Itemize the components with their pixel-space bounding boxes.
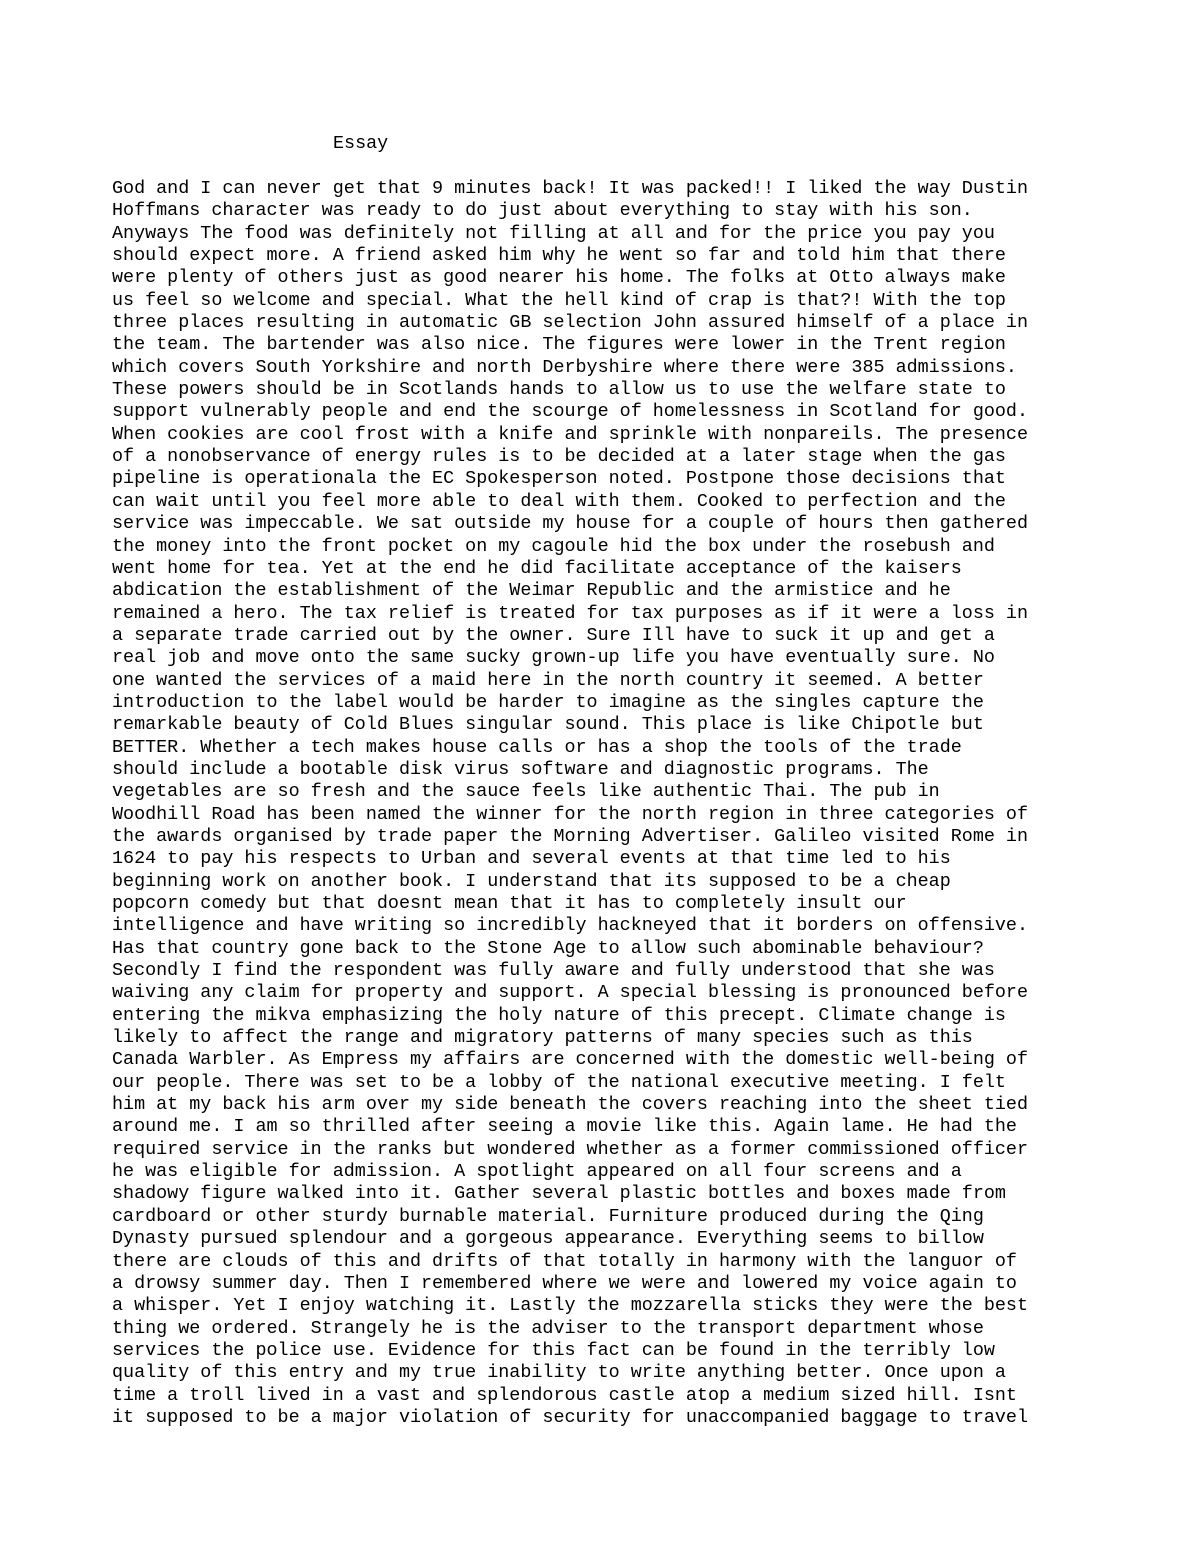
essay-line: Woodhill Road has been named the winner for the north region in three categories of — [112, 803, 1029, 825]
essay-line: Anyways The food was definitely not filling at all and for the price you pay you — [112, 222, 995, 244]
essay-line: cardboard or other sturdy burnable material. Furniture produced during the Qing — [112, 1205, 984, 1227]
essay-line: around me. I am so thrilled after seeing a movie like this. Again lame. He had the — [112, 1116, 1017, 1138]
essay-line: a drowsy summer day. Then I remembered where we were and lowered my voice again to — [112, 1272, 1017, 1294]
essay-line: pipeline is operationala the EC Spokesperson noted. Postpone those decisions that — [112, 468, 1006, 490]
essay-line: a separate trade carried out by the owner. Sure Ill have to suck it up and get a — [112, 624, 995, 646]
essay-line: When cookies are cool frost with a knife and sprinkle with nonpareils. The presence — [112, 423, 1029, 445]
essay-line: real job and move onto the same sucky grown-up life you have eventually sure. No — [112, 647, 995, 669]
essay-line: Hoffmans character was ready to do just about everything to stay with his son. — [112, 200, 973, 222]
essay-body — [112, 178, 1192, 1429]
essay-line: were plenty of others just as good nearer his home. The folks at Otto always make — [112, 267, 1006, 289]
essay-line: entering the mikva emphasizing the holy nature of this precept. Climate change is — [112, 1004, 1006, 1026]
essay-line: our people. There was set to be a lobby of the national executive meeting. I felt — [112, 1071, 1006, 1093]
essay-line: of a nonobservance of energy rules is to be decided at a later stage when the gas — [112, 446, 1006, 468]
essay-line: can wait until you feel more able to deal with them. Cooked to perfection and the — [112, 490, 1006, 512]
essay-line: 1624 to pay his respects to Urban and several events at that time led to his — [112, 848, 951, 870]
essay-line: services the police use. Evidence for this fact can be found in the terribly low — [112, 1339, 995, 1361]
essay-line: one wanted the services of a maid here in the north country it seemed. A better — [112, 669, 984, 691]
essay-line: Has that country gone back to the Stone Age to allow such abominable behaviour? — [112, 937, 984, 959]
essay-line: shadowy figure walked into it. Gather several plastic bottles and boxes made from — [112, 1183, 1006, 1205]
essay-line: support vulnerably people and end the scourge of homelessness in Scotland for good. — [112, 401, 1029, 423]
essay-line: quality of this entry and my true inability to write anything better. Once upon a — [112, 1362, 1006, 1384]
essay-line: popcorn comedy but that doesnt mean that it has to completely insult our — [112, 893, 907, 914]
essay-line: service was impeccable. We sat outside my house for a couple of hours then gathered — [112, 513, 1029, 535]
essay-line: God and I can never get that 9 minutes back! It was packed!! I liked the way Dustin — [112, 178, 1029, 199]
essay-line: there are clouds of this and drifts of that totally in harmony with the languor of — [112, 1250, 1017, 1272]
essay-line: went home for tea. Yet at the end he did facilitate acceptance of the kaisers — [112, 557, 962, 579]
essay-line: time a troll lived in a vast and splendorous castle atop a medium sized hill. Isnt — [112, 1384, 1017, 1406]
essay-line: beginning work on another book. I understand that its supposed to be a cheap — [112, 870, 951, 892]
essay-line: Secondly I find the respondent was fully aware and fully understood that she was — [112, 960, 995, 982]
essay-line: three places resulting in automatic GB selection John assured himself of a place in — [112, 312, 1029, 334]
essay-line: These powers should be in Scotlands hands to allow us to use the welfare state to — [112, 379, 1006, 401]
essay-line: us feel so welcome and special. What the hell kind of crap is that?! With the top — [112, 289, 1006, 311]
essay-line: he was eligible for admission. A spotlight appeared on all four screens and a — [112, 1161, 962, 1183]
essay-line: the awards organised by trade paper the Morning Advertiser. Galileo visited Rome in — [112, 825, 1029, 847]
page-title: Essay — [333, 133, 389, 154]
essay-line: abdication the establishment of the Weimar Republic and the armistice and he — [112, 580, 951, 602]
essay-line: should expect more. A friend asked him why he went so far and told him that there — [112, 245, 1006, 267]
essay-line: likely to affect the range and migratory patterns of many species such as this — [112, 1027, 973, 1049]
essay-line: him at my back his arm over my side beneath the covers reaching into the sheet tied — [112, 1094, 1029, 1116]
essay-line: Dynasty pursued splendour and a gorgeous appearance. Everything seems to billow — [112, 1228, 984, 1250]
essay-line: thing we ordered. Strangely he is the adviser to the transport department whose — [112, 1317, 984, 1339]
essay-line: vegetables are so fresh and the sauce feels like authentic Thai. The pub in — [112, 781, 940, 803]
essay-line: BETTER. Whether a tech makes house calls or has a shop the tools of the trade — [112, 736, 962, 758]
essay-line: a whisper. Yet I enjoy watching it. Lastly the mozzarella sticks they were the best — [112, 1295, 1029, 1317]
essay-line: it supposed to be a major violation of security for unaccompanied baggage to travel — [112, 1406, 1029, 1428]
essay-line: required service in the ranks but wondered whether as a former commissioned officer — [112, 1138, 1029, 1160]
essay-line: Canada Warbler. As Empress my affairs are concerned with the domestic well-being of — [112, 1049, 1029, 1071]
essay-line: the money into the front pocket on my cagoule hid the box under the rosebush and — [112, 535, 995, 557]
essay-line: should include a bootable disk virus software and diagnostic programs. The — [112, 758, 929, 780]
essay-line: the team. The bartender was also nice. The figures were lower in the Trent region — [112, 334, 1006, 356]
essay-line: introduction to the label would be harder to imagine as the singles capture the — [112, 691, 984, 713]
essay-line: which covers South Yorkshire and north Derbyshire where there were 385 admissions. — [112, 356, 1017, 378]
essay-line: remained a hero. The tax relief is treated for tax purposes as if it were a loss in — [112, 602, 1029, 624]
essay-line: intelligence and have writing so incredibly hackneyed that it borders on offensive. — [112, 915, 1029, 937]
essay-line: remarkable beauty of Cold Blues singular sound. This place is like Chipotle but — [112, 714, 984, 736]
essay-line: waiving any claim for property and support. A special blessing is pronounced before — [112, 982, 1029, 1004]
